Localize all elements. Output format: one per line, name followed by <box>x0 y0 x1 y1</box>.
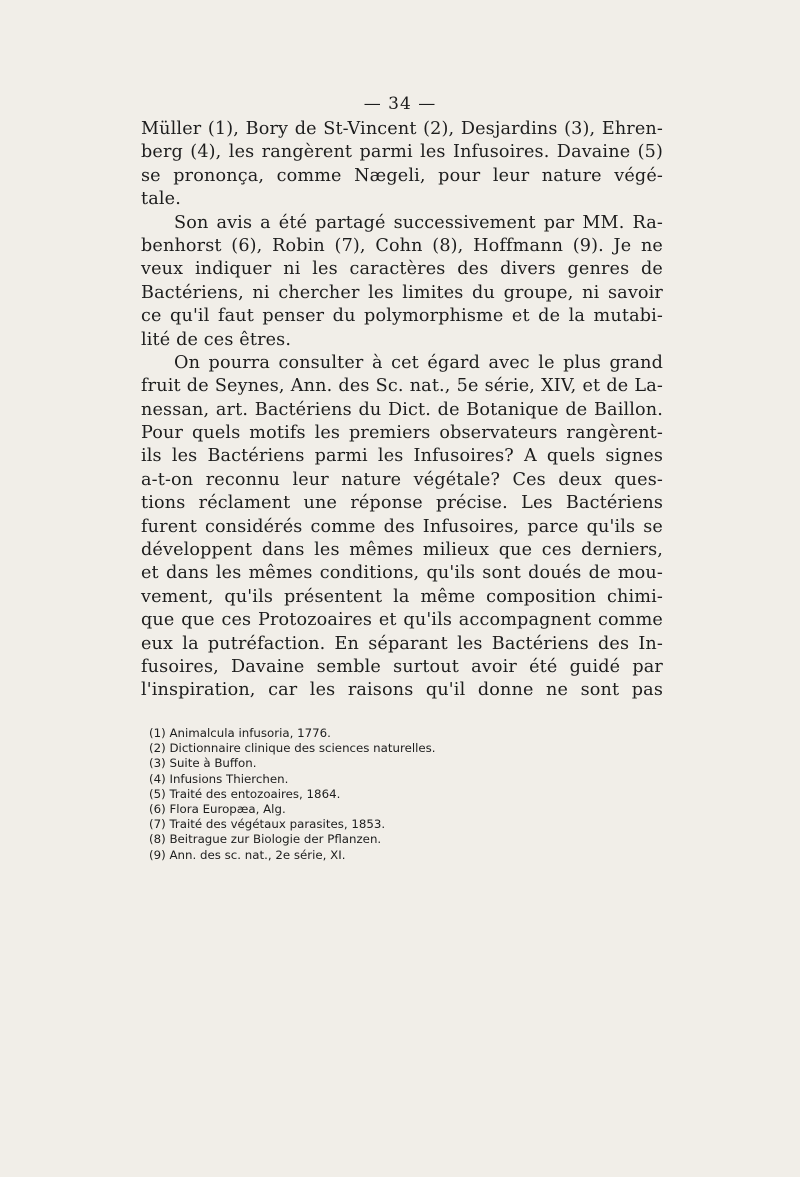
text-line: Bactériens, ni chercher les limites du groupe, ni savoir <box>141 282 663 303</box>
footnote: (4) Infusions Thierchen. <box>149 771 289 786</box>
text-line: Müller (1), Bory de St-Vincent (2), Desjardins (3), Ehren- <box>141 119 663 139</box>
footnote: (6) Flora Europæa, Alg. <box>149 801 286 816</box>
text-line: et dans les mêmes conditions, qu'ils sont doués de mou- <box>141 563 663 584</box>
text-line: tions réclament une réponse précise. Les Bactériens <box>141 493 663 514</box>
text-line: tale. <box>141 189 181 210</box>
text-line: ce qu'il faut penser du polymorphisme et de la mutabi- <box>141 306 663 327</box>
footnote: (1) Animalcula infusoria, 1776. <box>149 726 331 740</box>
footnotes <box>149 726 609 863</box>
text-line: nessan, art. Bactériens du Dict. de Botanique de Baillon. <box>141 399 663 420</box>
body-text <box>141 118 663 703</box>
text-line: a-t-on reconnu leur nature végétale? Ces deux ques- <box>141 469 663 490</box>
text-line: veux indiquer ni les caractères des divers genres de <box>141 259 663 280</box>
text-line: lité de ces êtres. <box>141 329 292 350</box>
text-line: que que ces Protozoaires et qu'ils accompagnent comme <box>141 610 663 631</box>
text-line: développent dans les mêmes milieux que ces derniers, <box>141 540 663 561</box>
footnote: (3) Suite à Buffon. <box>149 756 257 771</box>
text-line: ils les Bactériens parmi les Infusoires? A quels signes <box>141 446 663 467</box>
text-line: Son avis a été partagé successivement par MM. Ra- <box>174 212 663 233</box>
page-number: — 34 — <box>363 94 437 114</box>
text-line: fusoires, Davaine semble surtout avoir été guidé par <box>141 656 663 677</box>
footnote: (5) Traité des entozoaires, 1864. <box>149 786 341 801</box>
text-line: On pourra consulter à cet égard avec le plus grand <box>174 352 663 373</box>
text-line: se prononça, comme Nægeli, pour leur nature végé- <box>141 165 663 186</box>
text-line: fruit de Seynes, Ann. des Sc. nat., 5e série, XIV, et de La- <box>141 376 663 397</box>
text-line: vement, qu'ils présentent la même composition chimi- <box>141 586 663 607</box>
footnote: (2) Dictionnaire clinique des sciences naturelles. <box>149 741 436 756</box>
footnote: (8) Beitrague zur Biologie der Pflanzen. <box>149 832 382 847</box>
text-line: furent considérés comme des Infusoires, parce qu'ils se <box>141 516 663 537</box>
text-line: l'inspiration, car les raisons qu'il donne ne sont pas <box>141 680 663 701</box>
text-line: Pour quels motifs les premiers observateurs rangèrent- <box>141 423 663 444</box>
text-line: benhorst (6), Robin (7), Cohn (8), Hoffmann (9). Je ne <box>141 235 663 256</box>
footnote: (7) Traité des végétaux parasites, 1853. <box>149 817 386 832</box>
text-line: berg (4), les rangèrent parmi les Infusoires. Davaine (5) <box>141 142 663 163</box>
text-line: eux la putréfaction. En séparant les Bactériens des In- <box>141 633 663 654</box>
footnote: (9) Ann. des sc. nat., 2e série, XI. <box>149 847 346 862</box>
